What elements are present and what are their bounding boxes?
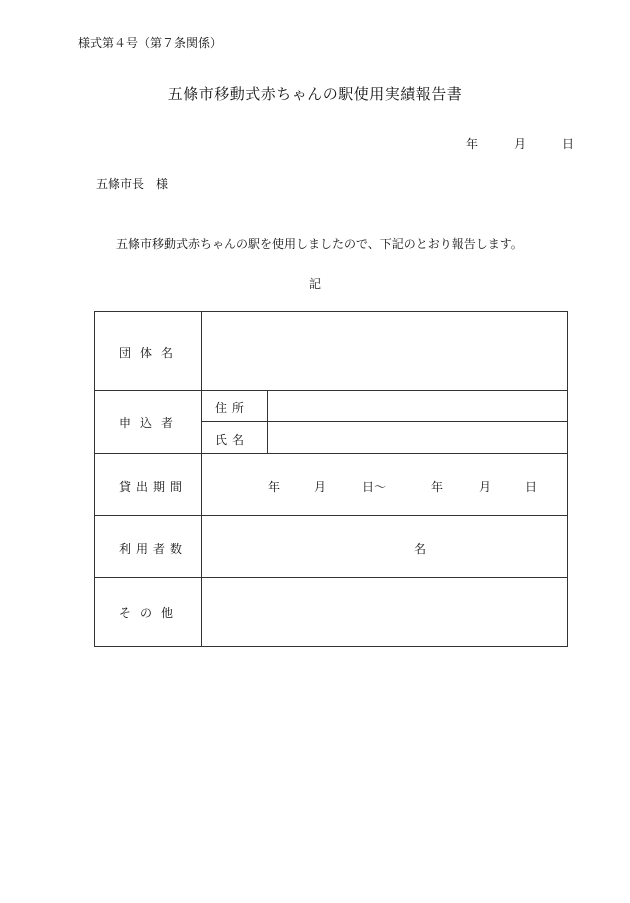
period-end-year: 年	[431, 480, 444, 494]
name-field[interactable]	[268, 422, 567, 453]
addressee: 五條市長 様	[96, 177, 169, 191]
users-unit: 名	[414, 542, 427, 556]
date-year-label: 年	[466, 137, 479, 151]
group-name-field[interactable]	[202, 312, 567, 390]
other-field[interactable]	[202, 578, 567, 646]
applicant-label: 申込者	[119, 416, 183, 430]
period-end-month: 月	[479, 480, 492, 494]
period-label: 貸出期間	[119, 480, 188, 494]
period-end-day: 日	[525, 480, 538, 494]
body-text: 五條市移動式赤ちゃんの駅を使用しましたので、下記のとおり報告します。	[116, 237, 523, 251]
period-start-month: 月	[314, 480, 327, 494]
other-label: その他	[119, 606, 183, 620]
ki-heading: 記	[308, 277, 321, 291]
form-number: 様式第４号（第７条関係）	[78, 36, 223, 50]
period-start-day: 日～	[362, 480, 387, 494]
group-name-label: 団体名	[119, 346, 183, 360]
users-label: 利用者数	[119, 542, 188, 556]
page-title: 五條市移動式赤ちゃんの駅使用実績報告書	[167, 85, 463, 103]
name-label: 氏名	[215, 433, 250, 447]
date-day-label: 日	[562, 137, 575, 151]
address-field[interactable]	[268, 391, 567, 421]
period-start-year: 年	[268, 480, 281, 494]
row-divider	[95, 515, 567, 516]
address-label: 住所	[215, 401, 250, 415]
row-divider	[95, 453, 567, 454]
date-month-label: 月	[514, 137, 527, 151]
report-table	[94, 311, 568, 647]
